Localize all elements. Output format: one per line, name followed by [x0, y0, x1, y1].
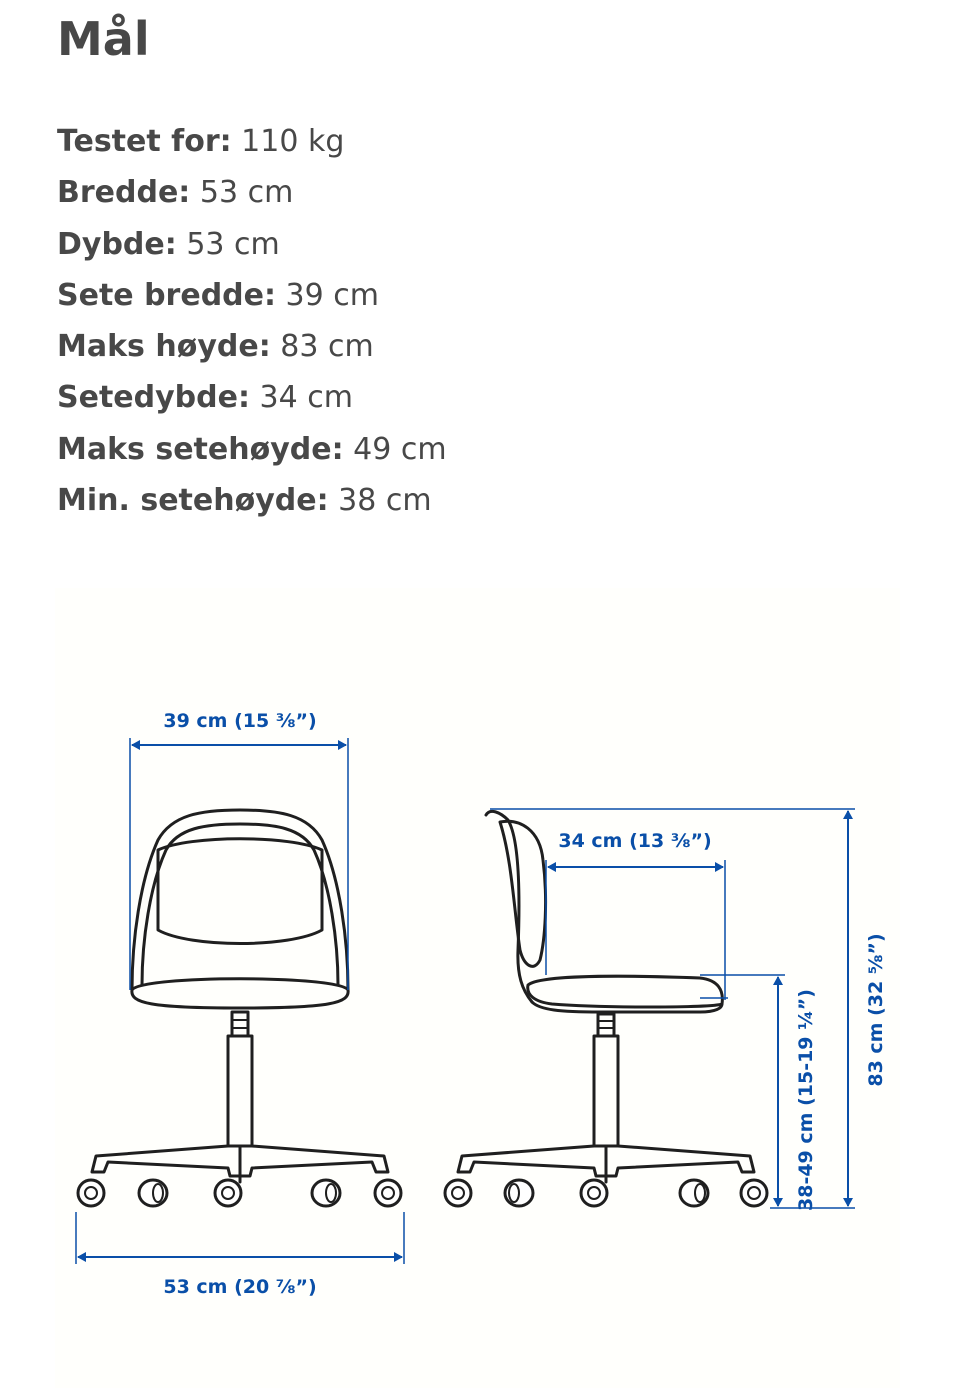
side-wheel [581, 1180, 607, 1206]
spec-value: 110 kg [241, 124, 345, 159]
side-wheel [445, 1180, 471, 1206]
arrow-left [547, 862, 556, 872]
front-backrest-inner [142, 824, 338, 985]
spec-value: 83 cm [280, 329, 374, 365]
spec-value: 53 cm [199, 175, 294, 211]
dimension-illustration [55, 588, 900, 1388]
spec-value: 38 cm [338, 483, 432, 519]
seat-depth-dimension [546, 830, 725, 1000]
front-view-chair [78, 810, 401, 1206]
side-gas-lift [594, 1036, 618, 1146]
seat-width-label: 39 cm (15 ⅜”) [163, 710, 317, 732]
spec-label: Testet for: [57, 124, 232, 159]
seat-height-label: 38-49 cm (15-19 ¼”) [795, 989, 817, 1211]
side-view-chair [445, 811, 767, 1206]
spec-label: Maks høyde: [57, 329, 271, 365]
front-backrest-frame [132, 810, 348, 990]
front-wheel [375, 1180, 401, 1206]
arrow-left [131, 740, 140, 750]
front-gas-lift-top [232, 1012, 248, 1036]
arrow-right [715, 862, 724, 872]
arrow-right [338, 740, 347, 750]
spec-value: 53 cm [186, 226, 280, 262]
front-wheel [78, 1180, 104, 1206]
front-gas-lift [228, 1036, 252, 1146]
arrow-left [77, 1252, 86, 1262]
front-wheel [215, 1180, 241, 1206]
arrow-up [843, 810, 853, 819]
front-backrest-pad [158, 839, 322, 944]
spec-label: Dybde: [57, 226, 177, 262]
page-title: Mål [57, 12, 150, 66]
spec-label: Min. setehøyde: [57, 483, 329, 519]
side-wheel [741, 1180, 767, 1206]
spec-value: 49 cm [353, 431, 447, 467]
spec-label: Setedybde: [57, 380, 250, 416]
front-seat [132, 979, 348, 1008]
side-backrest-pad [500, 821, 546, 966]
spec-label: Bredde: [57, 175, 191, 211]
side-seat-cushion [528, 976, 723, 1007]
side-backrest-shell [486, 811, 532, 1002]
arrow-down [843, 1198, 853, 1207]
arrow-down [773, 1198, 783, 1207]
spec-value: 39 cm [285, 277, 379, 313]
spec-label: Maks setehøyde: [57, 431, 344, 467]
total-width-dimension [76, 1212, 404, 1298]
arrow-right [394, 1252, 403, 1262]
spec-label: Sete bredde: [57, 277, 276, 313]
side-gas-lift-top [598, 1014, 614, 1036]
arrow-up [773, 976, 783, 985]
seat-depth-label: 34 cm (13 ⅜”) [558, 830, 712, 852]
max-height-label: 83 cm (32 ⅝”) [865, 933, 887, 1087]
spec-value: 34 cm [259, 380, 353, 416]
total-width-label: 53 cm (20 ⅞”) [163, 1276, 317, 1298]
